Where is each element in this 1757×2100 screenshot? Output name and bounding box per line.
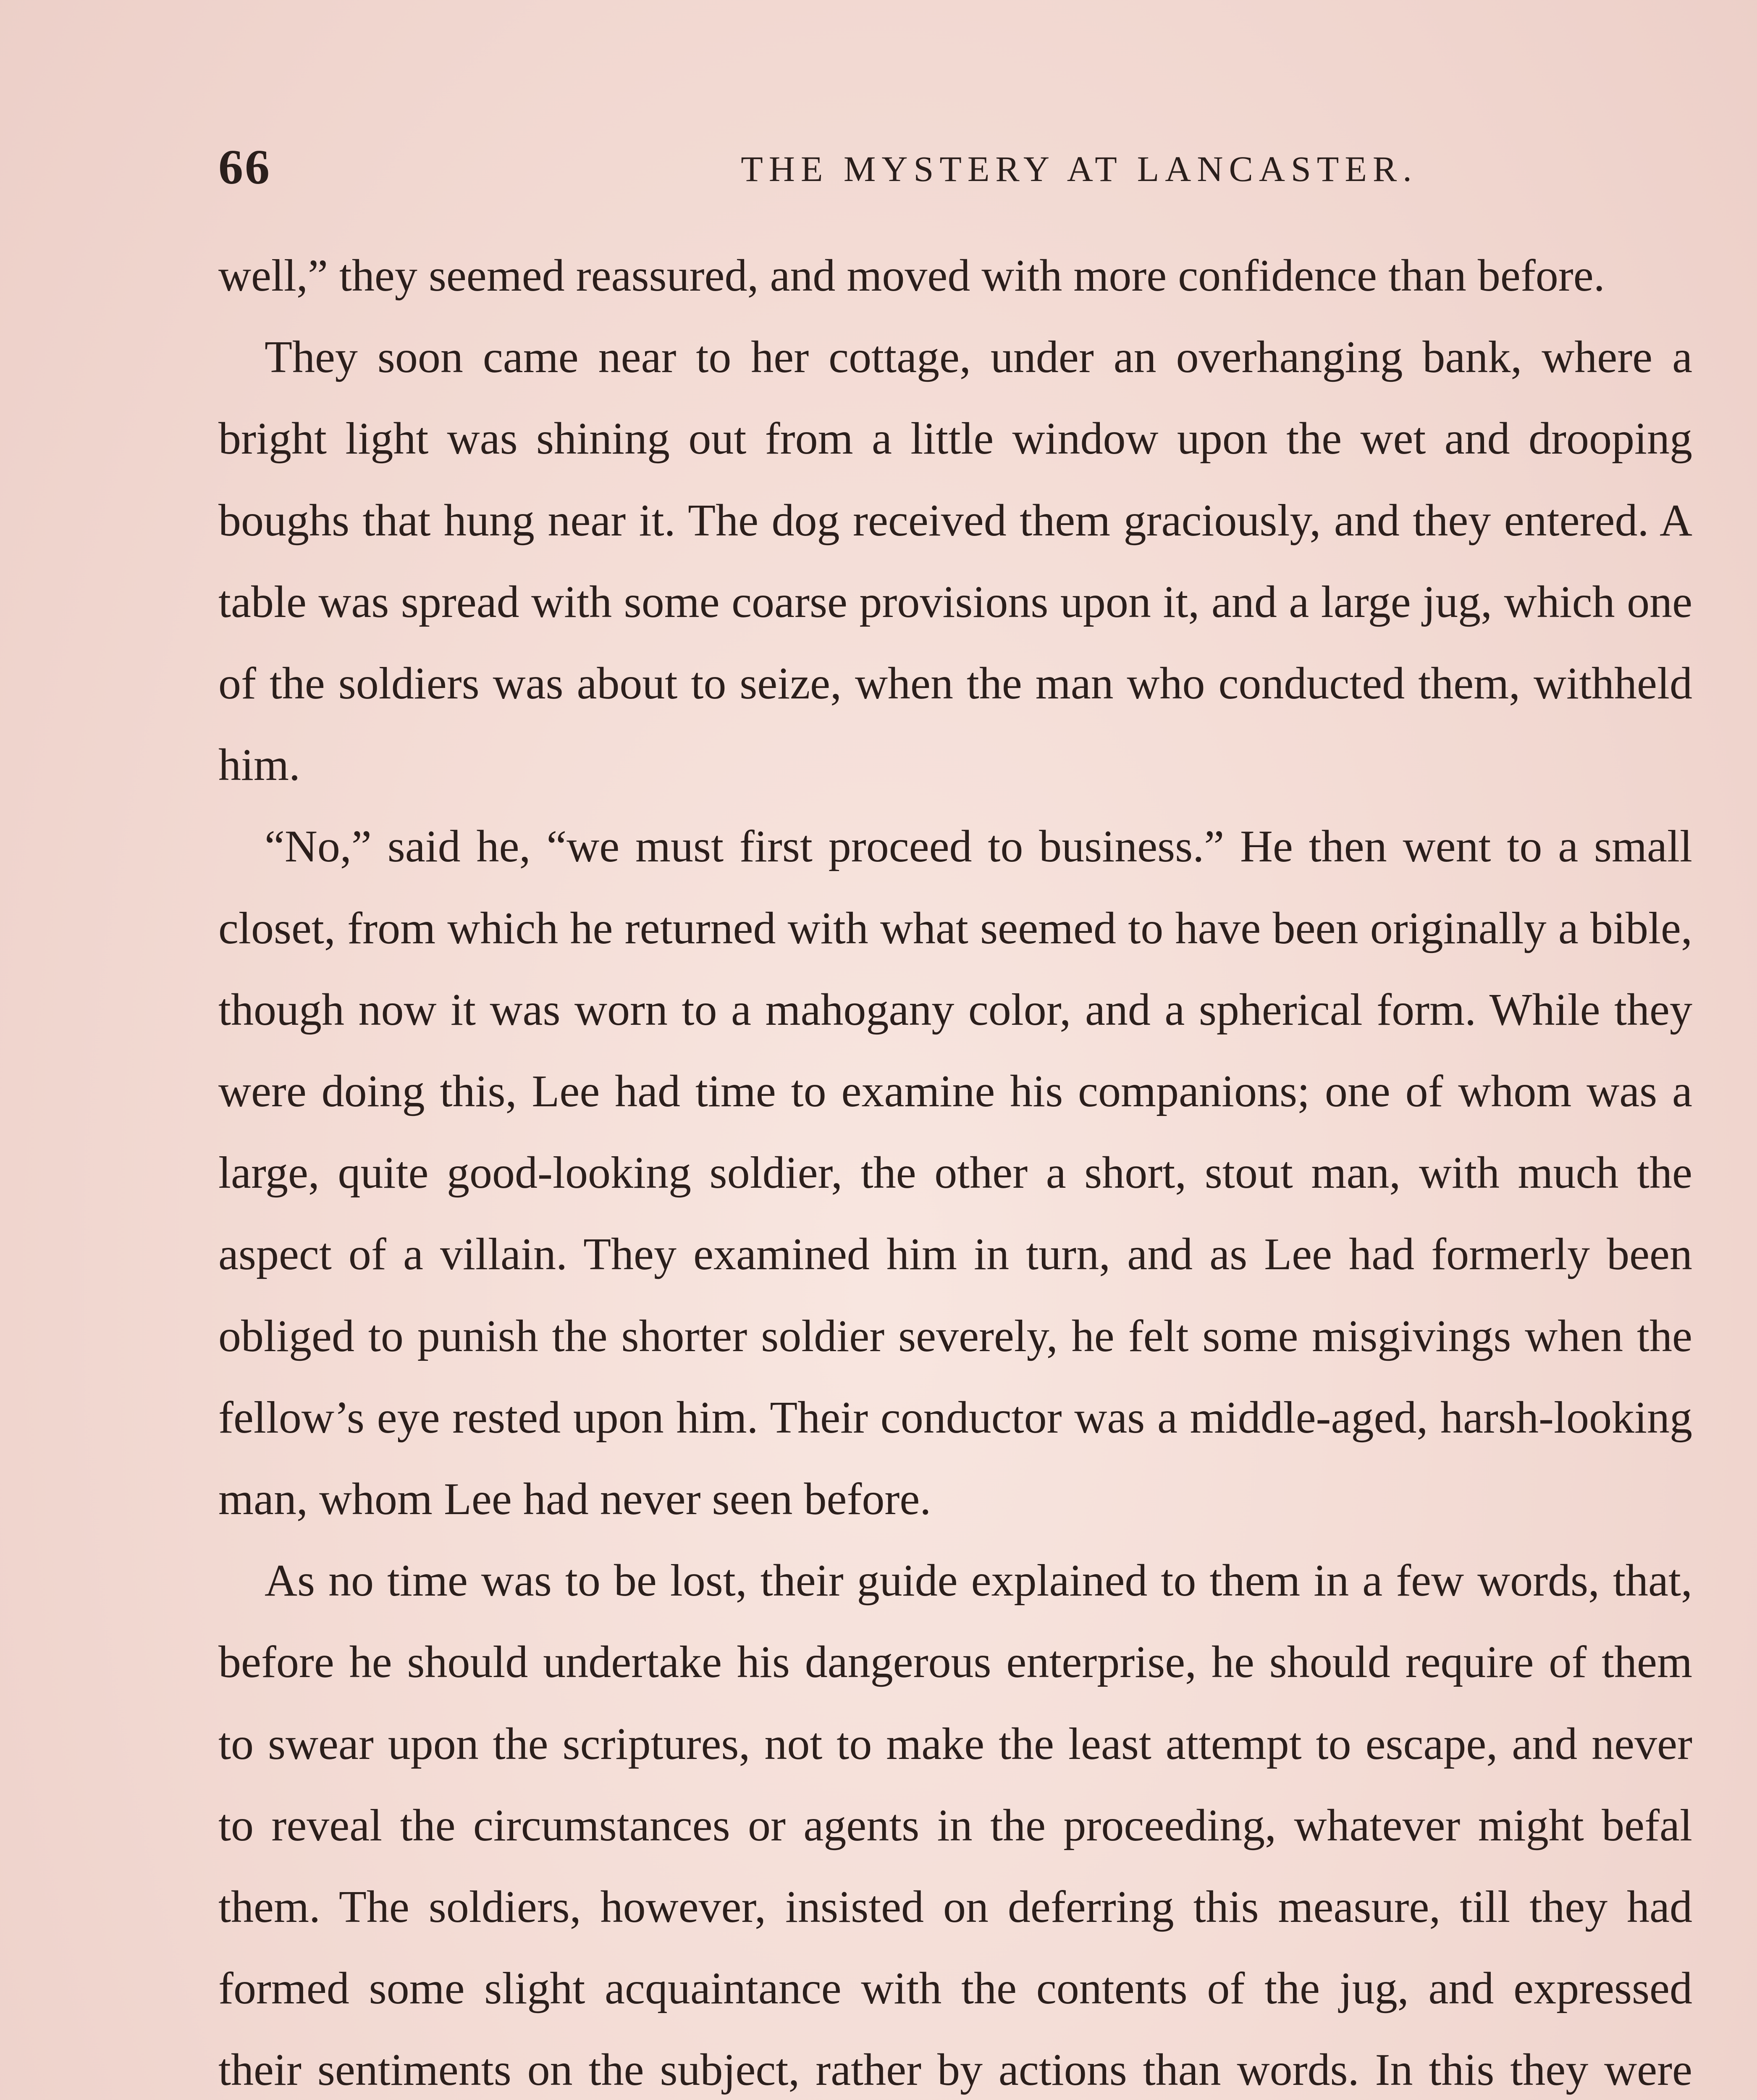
running-head: THE MYSTERY AT LANCASTER. [741, 149, 1418, 189]
paragraph: As no time was to be lost, their guide explained to them in a few words, that, before he should undertake his dangerous enterprise, he should require of them to swear upon the scriptures, not to make the least attempt to escape, and never to reveal the circumstances or agents in the proceeding, whatever might befal them. The soldiers, however, insisted on deferring this measure, till they had formed some slight acquaintance with the contents of the jug, and expressed their sentiments on the subject, rather by actions than words. In this they were [218, 1556, 1692, 2095]
body-text [218, 235, 1692, 2100]
paragraph: They soon came near to her cottage, under an overhanging bank, where a bright light was shining out from a little window upon the wet and drooping boughs that hung near it. The dog received them graciously, and they entered. A table was spread with some coarse provisions upon it, and a large jug, which one of the soldiers was about to seize, when the man who conducted them, withheld him. [218, 332, 1692, 790]
page-number: 66 [218, 139, 271, 194]
paragraph: “No,” said he, “we must first proceed to business.” He then went to a small closet, from which he returned with what seemed to have been originally a bible, though now it was worn to a mahogany color, and a spherical form. While they were doing this, Lee had time to examine his companions; one of whom was a large, quite good-looking soldier, the other a short, stout man, with much the aspect of a villain. They examined him in turn, and as Lee had formerly been obliged to punish the shorter soldier severely, he felt some misgivings when the fellow’s eye rested upon him. Their conductor was a middle-aged, harsh-looking man, whom Lee had never seen before. [218, 822, 1692, 1525]
paragraph-continued: well,” they seemed reassured, and moved with more confidence than before. [218, 251, 1605, 301]
page-header [218, 139, 1688, 202]
